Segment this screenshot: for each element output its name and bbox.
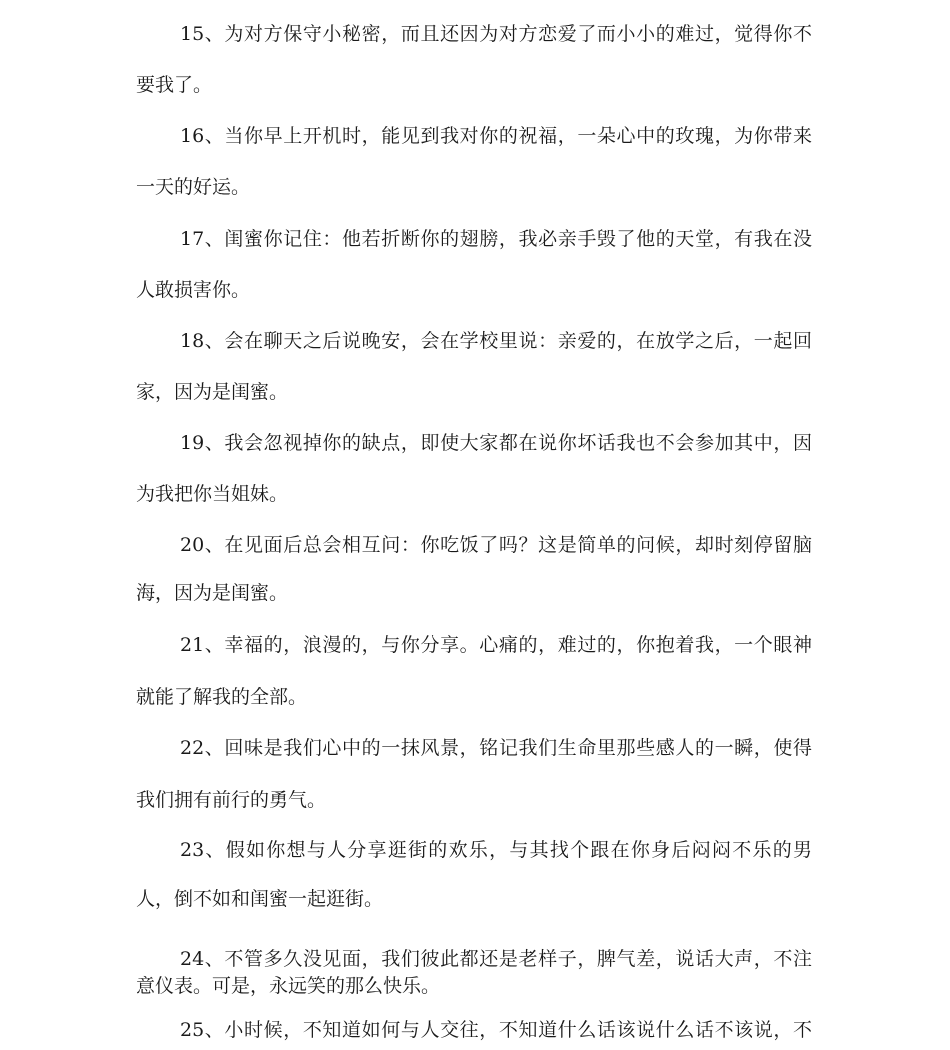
item-17-line-2: 人敢损害你。 [136, 279, 251, 301]
item-22-line-2: 我们拥有前行的勇气。 [136, 789, 327, 811]
item-21-line-2: 就能了解我的全部。 [136, 686, 308, 708]
item-24-line-2: 意仪表。可是，永远笑的那么快乐。 [136, 975, 441, 997]
item-18-line-2: 家，因为是闺蜜。 [136, 381, 289, 403]
item-16-line-2: 一天的好运。 [136, 176, 251, 198]
item-15-line-1: 15、为对方保守小秘密，而且还因为对方恋爱了而小小的难过，觉得你不 [180, 23, 812, 45]
item-23-line-2: 人，倒不如和闺蜜一起逛街。 [136, 888, 384, 910]
item-18-line-1: 18、会在聊天之后说晚安，会在学校里说：亲爱的，在放学之后，一起回 [180, 330, 812, 352]
item-17-line-1: 17、闺蜜你记住：他若折断你的翅膀，我必亲手毁了他的天堂，有我在没 [180, 228, 812, 250]
item-20-line-1: 20、在见面后总会相互问：你吃饭了吗？这是简单的问候，却时刻停留脑 [180, 534, 812, 556]
item-20-line-2: 海，因为是闺蜜。 [136, 582, 289, 604]
item-19-line-1: 19、我会忽视掉你的缺点，即使大家都在说你坏话我也不会参加其中，因 [180, 432, 812, 454]
item-21-line-1: 21、幸福的，浪漫的，与你分享。心痛的，难过的，你抱着我，一个眼神 [180, 634, 812, 656]
item-16-line-1: 16、当你早上开机时，能见到我对你的祝福，一朵心中的玫瑰，为你带来 [180, 125, 812, 147]
item-23-line-1: 23、假如你想与人分享逛街的欢乐，与其找个跟在你身后闷闷不乐的男 [180, 839, 812, 861]
item-22-line-1: 22、回味是我们心中的一抹风景，铭记我们生命里那些感人的一瞬，使得 [180, 737, 812, 759]
item-15-line-2: 要我了。 [136, 74, 213, 96]
item-19-line-2: 为我把你当姐妹。 [136, 483, 289, 505]
item-24-line-1: 24、不管多久没见面，我们彼此都还是老样子，脾气差，说话大声，不注 [180, 948, 812, 970]
item-25-line-1: 25、小时候，不知道如何与人交往，不知道什么话该说什么话不该说，不 [180, 1019, 812, 1041]
